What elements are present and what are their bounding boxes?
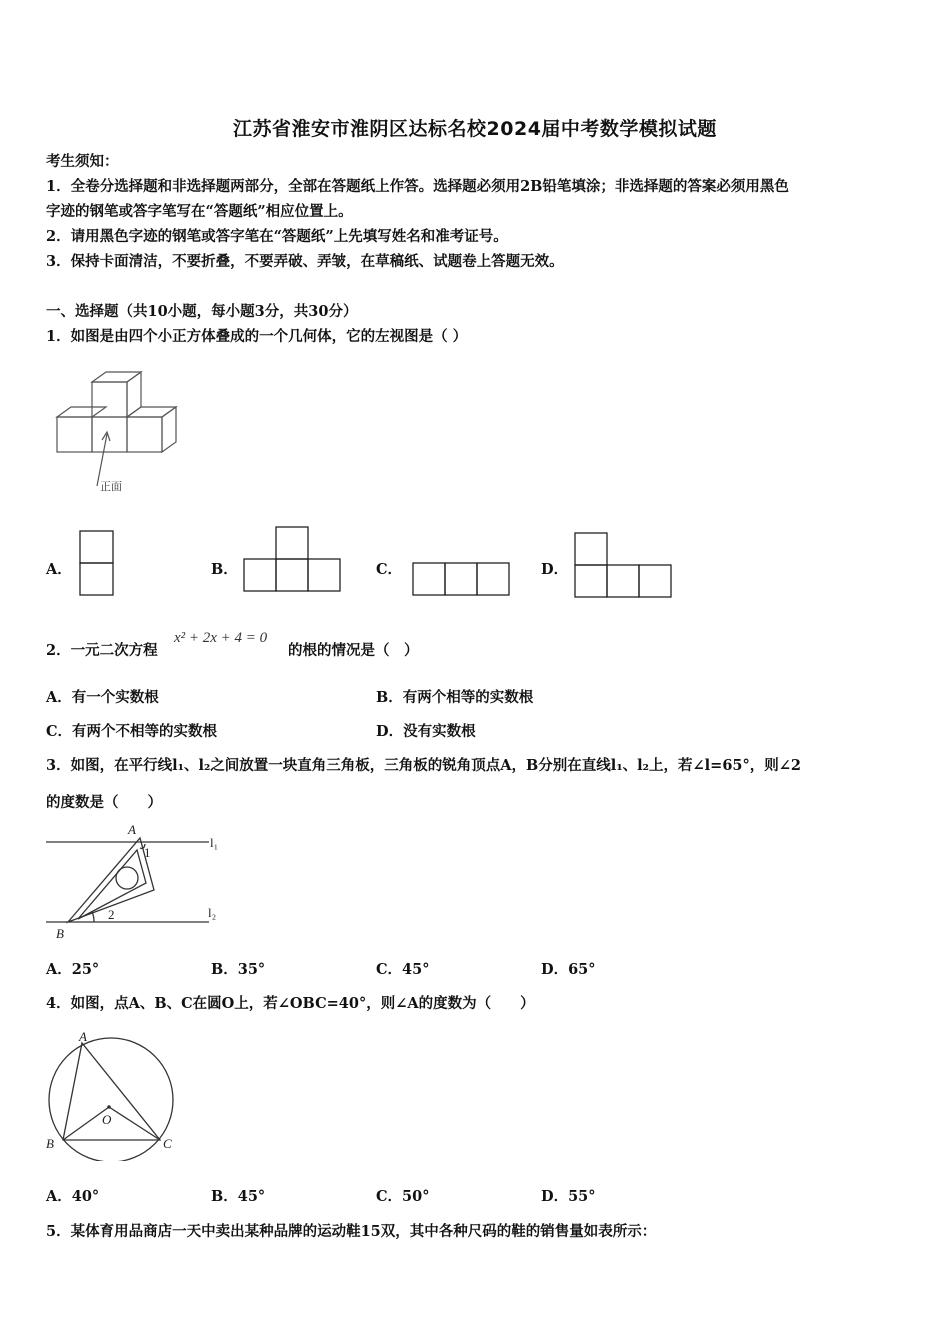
q3-label-l1: l₁ [210, 835, 219, 850]
q1-option-d-figure [573, 531, 675, 601]
front-label: 正面 [100, 481, 122, 493]
q3-option-d[interactable]: D．65° [541, 961, 596, 978]
q4-label-b: B [46, 1136, 54, 1151]
q2-option-c[interactable]: C．有两个不相等的实数根 [46, 723, 218, 740]
q4-label-a: A [79, 1029, 87, 1044]
q3-label-b: B [56, 926, 64, 941]
q1-option-c-figure [411, 561, 513, 599]
q5-stem: 5．某体育用品商店一天中卖出某种品牌的运动鞋15双，其中各种尺码的鞋的销售量如表所示： [46, 1223, 657, 1240]
q3-option-a[interactable]: A．25° [46, 961, 100, 978]
q3-stem-line-1: 3．如图，在平行线l₁、l₂之间放置一块直角三角板，三角板的锐角顶点A，B分别在直线l₁、l₂上，若∠l=65°，则∠2 [46, 757, 802, 774]
q4-option-a[interactable]: A．40° [46, 1188, 100, 1205]
q2-option-d[interactable]: D．没有实数根 [376, 723, 476, 740]
q4-option-c[interactable]: C．50° [376, 1188, 430, 1205]
q3-triangle-figure [44, 820, 234, 945]
q3-label-l2: l₂ [208, 905, 217, 920]
q1-option-a-figure [78, 529, 116, 599]
notice-line-1a: 1．全卷分选择题和非选择题两部分，全部在答题纸上作答。选择题必须用2B铅笔填涂；非选择题的答案必须用黑色 [46, 178, 789, 195]
q2-option-a[interactable]: A．有一个实数根 [46, 689, 159, 706]
q4-label-o: O [102, 1112, 112, 1127]
q3-label-angle-2: 2 [108, 907, 115, 922]
q1-stem: 1．如图是由四个小正方体叠成的一个几何体，它的左视图是（ ） [46, 328, 468, 345]
q3-stem-line-2: 的度数是（ ） [46, 794, 162, 811]
q4-stem: 4．如图，点A、B、C在圆O上，若∠OBC=40°，则∠A的度数为（ ） [46, 995, 535, 1012]
notice-line-2: 2．请用黑色字迹的钢笔或答字笔在“答题纸”上先填写姓名和准考证号。 [46, 228, 508, 245]
q2-stem-before: 2．一元二次方程 [46, 642, 158, 659]
q2-stem-after: 的根的情况是（ ） [288, 642, 419, 659]
q4-option-b[interactable]: B．45° [211, 1188, 266, 1205]
q4-circle-figure [44, 1026, 184, 1161]
q1-option-b-figure [243, 525, 343, 595]
q3-option-c[interactable]: C．45° [376, 961, 430, 978]
q1-option-c-label[interactable]: C． [376, 561, 403, 578]
notice-heading: 考生须知： [46, 153, 119, 170]
page-title: 江苏省淮安市淮阴区达标名校2024届中考数学模拟试题 [233, 118, 717, 140]
q4-label-c: C [163, 1136, 172, 1151]
notice-line-1b: 字迹的钢笔或答字笔写在“答题纸”相应位置上。 [46, 203, 353, 220]
q1-solid-figure [52, 368, 182, 498]
q1-option-d-label[interactable]: D． [541, 561, 569, 578]
q2-option-b[interactable]: B．有两个相等的实数根 [376, 689, 534, 706]
q1-option-b-label[interactable]: B． [211, 561, 238, 578]
q3-label-angle-1: 1 [144, 845, 151, 860]
notice-line-3: 3．保持卡面清洁，不要折叠，不要弄破、弄皱，在草稿纸、试题卷上答题无效。 [46, 253, 564, 270]
q3-option-b[interactable]: B．35° [211, 961, 266, 978]
q4-center-point [107, 1105, 111, 1109]
section-heading: 一、选择题（共10小题，每小题3分，共30分） [46, 303, 358, 320]
q1-option-a-label[interactable]: A． [46, 561, 72, 578]
q2-equation: x² + 2x + 4 = 0 [174, 630, 268, 646]
q4-option-d[interactable]: D．55° [541, 1188, 596, 1205]
q3-label-a: A [128, 822, 136, 837]
